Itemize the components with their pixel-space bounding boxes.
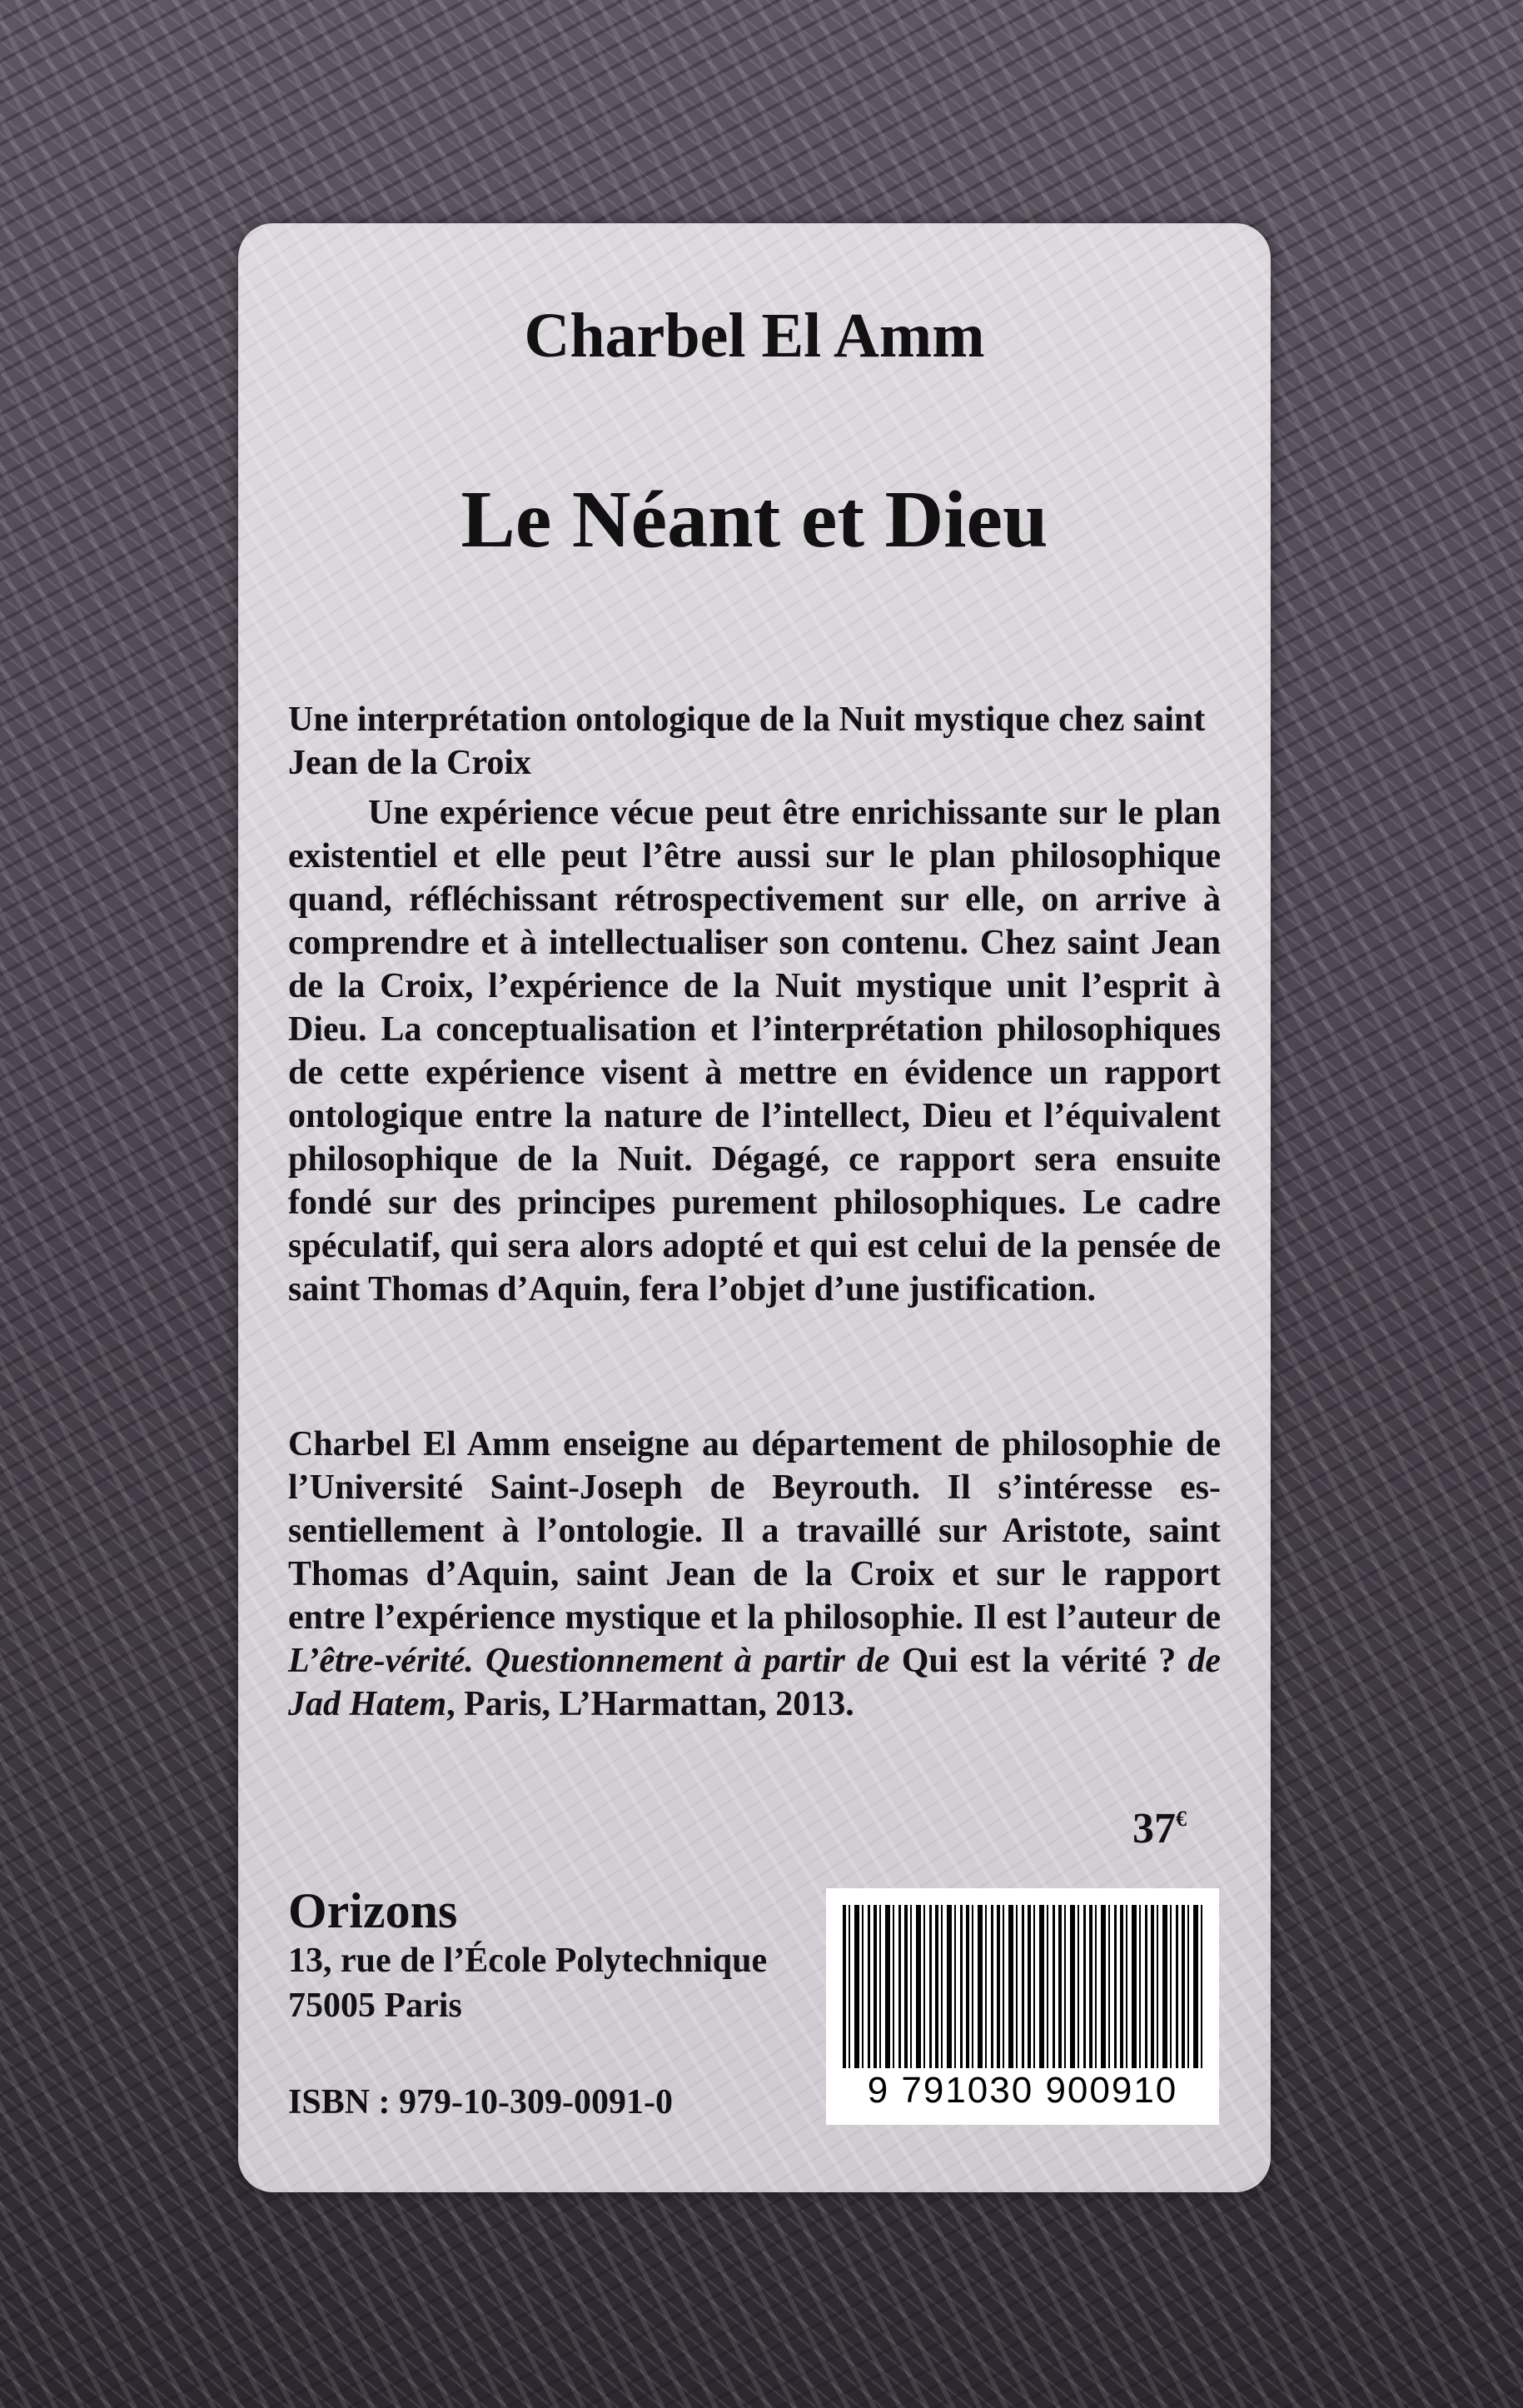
- bio-italic-a: L’être-vérité. Questionnement à partir de: [288, 1642, 890, 1680]
- bio-text-a: Charbel El Amm enseigne au département de philosophie de l’Université Saint-Joseph de Beyrouth. Il s’intéresse essentiellement à l’ontologie. Il a travaillé sur Aristote, saint Thomas d’Aquin, saint Jean de la Croix et sur le rapport entre l’expérience mystique et la philosophie. Il est l’auteur de: [288, 1425, 1221, 1637]
- publisher-address-street: 13, rue de l’École Polytechnique: [288, 1942, 768, 1980]
- description: Une expérience vécue peut être enrichissante sur le plan existentiel et elle peut l’être aussi sur le plan philosophique quand, réfléchissant rétrospectivement sur elle, on arrive à comprendre et à intellectualiser son contenu. Chez saint Jean de la Croix, l’expérience de la Nuit mystique unit l’esprit à Dieu. La conceptualisation et l’interprétation philosophiques de cette expérience visent à mettre en évidence un rapport ontologique entre la nature de l’intellect, Dieu et l’équivalent philosophique de la Nuit. Dégagé, ce rapport sera ensuite fondé sur des principes purement philosophiques. Le cadre spéculatif, qui sera alors adopté et qui est celui de la pensée de saint Thomas d’Aquin, fera l’objet d’une justification.: [288, 794, 1221, 1309]
- bio-italic-b: de Jad Hatem: [288, 1642, 1221, 1723]
- isbn: ISBN : 979-10-309-0091-0: [288, 2083, 673, 2121]
- bio-text-c: , Paris, L’Harmattan, 2013.: [446, 1685, 854, 1723]
- author-bio: [288, 1423, 1221, 1726]
- price-currency: €: [1176, 1807, 1187, 1831]
- subtitle: Une interprétation ontologique de la Nuit mystique chez saint Jean de la Croix: [288, 700, 1206, 782]
- publisher-name: Orizons: [288, 1883, 458, 1938]
- author-name: Charbel El Amm: [524, 301, 985, 371]
- book-title: Le Néant et Dieu: [460, 475, 1048, 565]
- barcode-bars: [843, 1905, 1202, 2068]
- back-cover-panel: [238, 223, 1271, 2192]
- price-value: 37: [1132, 1805, 1176, 1852]
- barcode: [826, 1888, 1219, 2125]
- bio-text-b: Qui est la vérité ?: [889, 1642, 1188, 1680]
- price: [1132, 1804, 1187, 1853]
- barcode-number: 9 791030 900910: [867, 2070, 1178, 2111]
- publisher-address-city: 75005 Paris: [288, 1987, 462, 2025]
